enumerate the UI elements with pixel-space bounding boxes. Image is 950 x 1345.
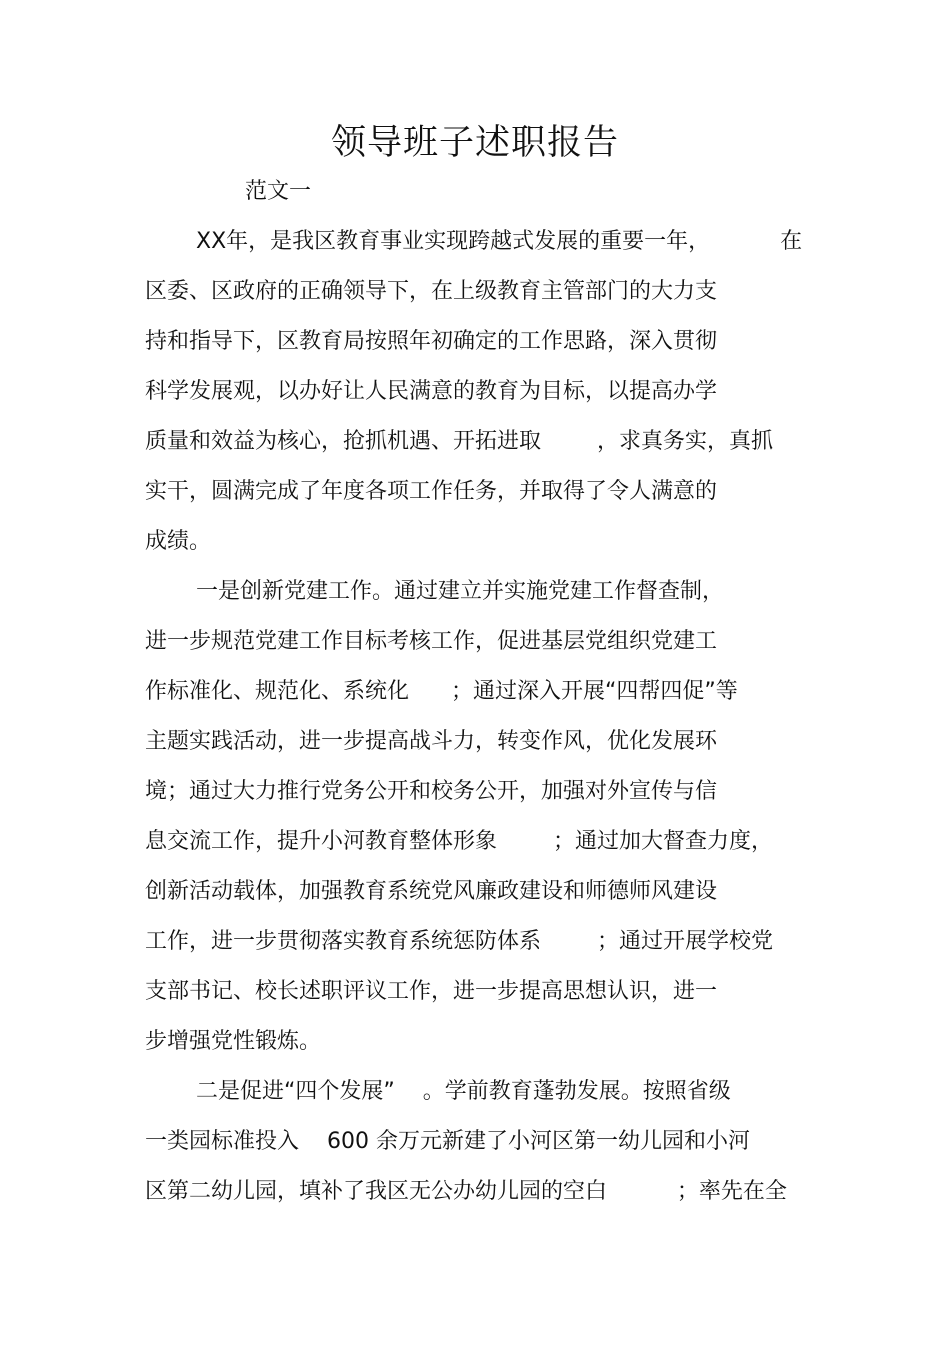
- paragraph-line: 区第二幼儿园，填补了我区无公办幼儿园的空白 ；率先在全: [145, 1179, 787, 1204]
- paragraph-line: 一是创新党建工作。通过建立并实施党建工作督查制，: [196, 579, 725, 604]
- document-title: 领导班子述职报告: [330, 123, 619, 163]
- paragraph-line: 区委、区政府的正确领导下，在上级教育主管部门的大力支: [145, 279, 718, 304]
- paragraph-line: 持和指导下，区教育局按照年初确定的工作思路，深入贯彻: [145, 329, 718, 354]
- paragraph-line: 境；通过大力推行党务公开和校务公开，加强对外宣传与信: [145, 779, 718, 804]
- paragraph-line: XX年，是我区教育事业实现跨越式发展的重要一年， 在: [196, 229, 803, 254]
- paragraph-line: 步增强党性锻炼。: [145, 1029, 322, 1054]
- paragraph-line: 实干，圆满完成了年度各项工作任务，并取得了令人满意的: [145, 479, 718, 504]
- paragraph-line: 质量和效益为核心，抢抓机遇、开拓进取 ，求真务实，真抓: [145, 429, 773, 454]
- paragraph-line: 二是促进“四个发展” 。学前教育蓬勃发展。按照省级: [196, 1079, 731, 1104]
- paragraph-line: 工作，进一步贯彻落实教育系统惩防体系 ；通过开展学校党: [145, 929, 773, 954]
- paragraph-line: 息交流工作，提升小河教育整体形象 ；通过加大督查力度，: [145, 829, 773, 854]
- paragraph-line: 支部书记、校长述职评议工作，进一步提高思想认识，进一: [145, 979, 718, 1004]
- document-subtitle: 范文一: [245, 179, 312, 204]
- paragraph-line: 主题实践活动，进一步提高战斗力，转变作风，优化发展环: [145, 729, 718, 754]
- paragraph-line: 进一步规范党建工作目标考核工作，促进基层党组织党建工: [145, 629, 718, 654]
- paragraph-line: 一类园标准投入 600 余万元新建了小河区第一幼儿园和小河: [145, 1129, 750, 1154]
- paragraph-line: 成绩。: [145, 529, 212, 554]
- paragraph-line: 创新活动载体，加强教育系统党风廉政建设和师德师风建设: [145, 879, 718, 904]
- paragraph-line: 作标准化、规范化、系统化 ；通过深入开展“四帮四促”等: [145, 679, 738, 704]
- paragraph-line: 科学发展观，以办好让人民满意的教育为目标，以提高办学: [145, 379, 718, 404]
